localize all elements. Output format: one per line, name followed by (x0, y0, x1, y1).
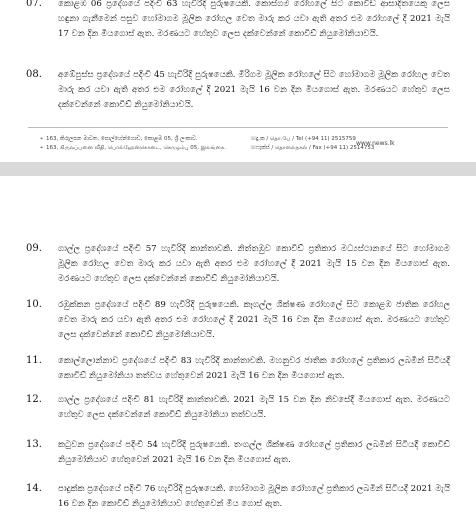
entry-number: 09. (26, 243, 42, 254)
fax-number: (+94 11) 2514753 (323, 145, 375, 151)
entry-text: අඹේපුස්ස ප්‍රදේශයේ පදිංචි 45 හැවිරිදි පුරුෂයෙකි. මීරිගම මූලික රෝහලේ සිට හෝමාගම මූලික රෝහල වෙත මාරු කර යවා ඇති අතර එම රෝහලේ දී 2021 මැයි 16 වන දින මියගොස් ඇත. මරණයට හේතුව ලෙස දක්වෙන්නේ කොවිඩ් නියුමෝනියාවයි. (58, 70, 450, 111)
entry-number: 14. (26, 483, 42, 494)
phone-label: දු.ක / தொ.பே / Tel (256, 136, 304, 142)
footer-website[interactable]: www.news.lk (356, 140, 395, 147)
phone-icon: ☏ (250, 136, 257, 142)
entry-number: 07. (26, 0, 42, 9)
fax-icon: ☏ (250, 145, 257, 151)
entry-text: ගාල්ල ප්‍රදේශයේ පදිංචි 57 හැවිරිදි කාන්තාවකි. නිත්තඹුව කොවිඩ් ප්‍රතිකාර මධ්‍යස්ථානයේ සිට හෝමාගම මූලික රෝහල වෙත මාරු කර යවා ඇති අතර එම රෝහලේ දී 2021 මැයි 15 වන දින මියගොස් ඇත. මරණයට හේතුව ලෙස දක්වෙන්නේ කොවිඩ් නියුමෝනියාවයි. (58, 244, 450, 285)
entry-text: රඹුක්කන ප්‍රදේශයේ පදිංචි 89 හැවිරිදි පුරුෂයෙකි. කෑගල්ල ශික්ෂණ රෝහලේ සිට කොළඹ ජාතික රෝහල වෙත මාරු කර යවා ඇති අතර එම රෝහලේ දී 2021 මැයි 16 වන දින මියගොස් ඇත. මරණයට හේතුව ලෙස දක්වෙන්නේ කොවිඩ් නියුමෝනියාවයි. (58, 300, 450, 341)
entry-number: 13. (26, 439, 42, 450)
location-icon: ⌖ (40, 145, 44, 151)
footer-divider (28, 127, 448, 128)
entry-text: පාදුක්ක ප්‍රදේශයේ පදිංචි 76 හැවිරිදි පුරුෂයෙකි. හෝමාගම මූලික රෝහලේ ප්‍රතිකාර ලබමින් සිටියදී 2021 මැයි 16 වන දින කොවිඩ් නියුමෝනියාව හේතුවෙන් මිය ගොස් ඇත. (58, 484, 450, 510)
entry-number: 08. (26, 69, 42, 80)
address-sinhala: 163, කිරුලපන මාවත, පොල්හේන්ගොඩ, කොළඹ 05, ශ්‍රී ලංකාව. (46, 136, 198, 142)
address-tamil: 163, கிருலப்பனை வீதி, பொல்ஹேன்கொடை, கொழும்பு 05, இலங்கை. (46, 145, 226, 151)
document-page-upper (0, 0, 476, 162)
document-page-lower (0, 176, 476, 517)
location-icon: ⌖ (40, 136, 44, 142)
entry-number: 10. (26, 299, 42, 310)
entry-number: 11. (26, 355, 42, 366)
entry-text: කටුවන ප්‍රදේශයේ පදිංචි 54 හැවිරිදි පුරුෂයෙකි. තංගල්ල ශික්ෂණ රෝහලේ ප්‍රතිකාර ලබමින් සිටියදී කොවිඩ් නියුමෝනියාව හේතුවෙන් 2021 මැයි 16 වන දින මියගොස් ඇත. (58, 440, 450, 466)
entry-number: 12. (26, 394, 42, 405)
entry-text: කොල්ලොන්නාව ප්‍රදේශයේ පදිංචි 83 හැවිරිදි කාන්තාවකි. මහනුවර ජාතික රෝහලේ ප්‍රතිකාර ලබමින් සිටියදී කොවිඩ් නියුමෝනියා තත්වය හේතුවෙන් 2021 මැයි 16 වන දින මියගොස් ඇත. (58, 356, 450, 382)
fax-label: ෆැක්ස් / தொலைநகல் / Fax (256, 145, 322, 151)
entry-text: කොළඹ 06 ප්‍රදේශයේ පදිංචි 63 හැවිරිදි පුරුෂයෙකි. කොස්ගම රෝහලේ සිට කොවිඩ් ආසාදිතයෙකු ලෙස හඳුනා ගැනීමෙන් පසුව හෝමාගම මූලික රෝහල වෙත මාරු කර යවා ඇති අතර එම රෝහලේ දී 2021 මැයි 17 වන දින මියගොස් ඇත. මරණයට හේතුව ලෙස දක්වෙන්නේ කොවිඩ් නියුමෝනියාවයි. (58, 0, 450, 40)
entry-text: ගාල්ල ප්‍රදේශයේ පදිංචි 81 හැවිරිදි කාන්තාවකි. 2021 මැයි 15 වන දින නිවසේදී මියගොස් ඇත. මරණයට හේතුව ලෙස දක්වෙන්නේ කොවිඩ් නියුමෝනියා තත්වයයි. (58, 395, 450, 421)
footer-address (40, 135, 226, 153)
page-separator (0, 162, 476, 176)
phone-number: (+94 11) 2515759 (304, 136, 356, 142)
